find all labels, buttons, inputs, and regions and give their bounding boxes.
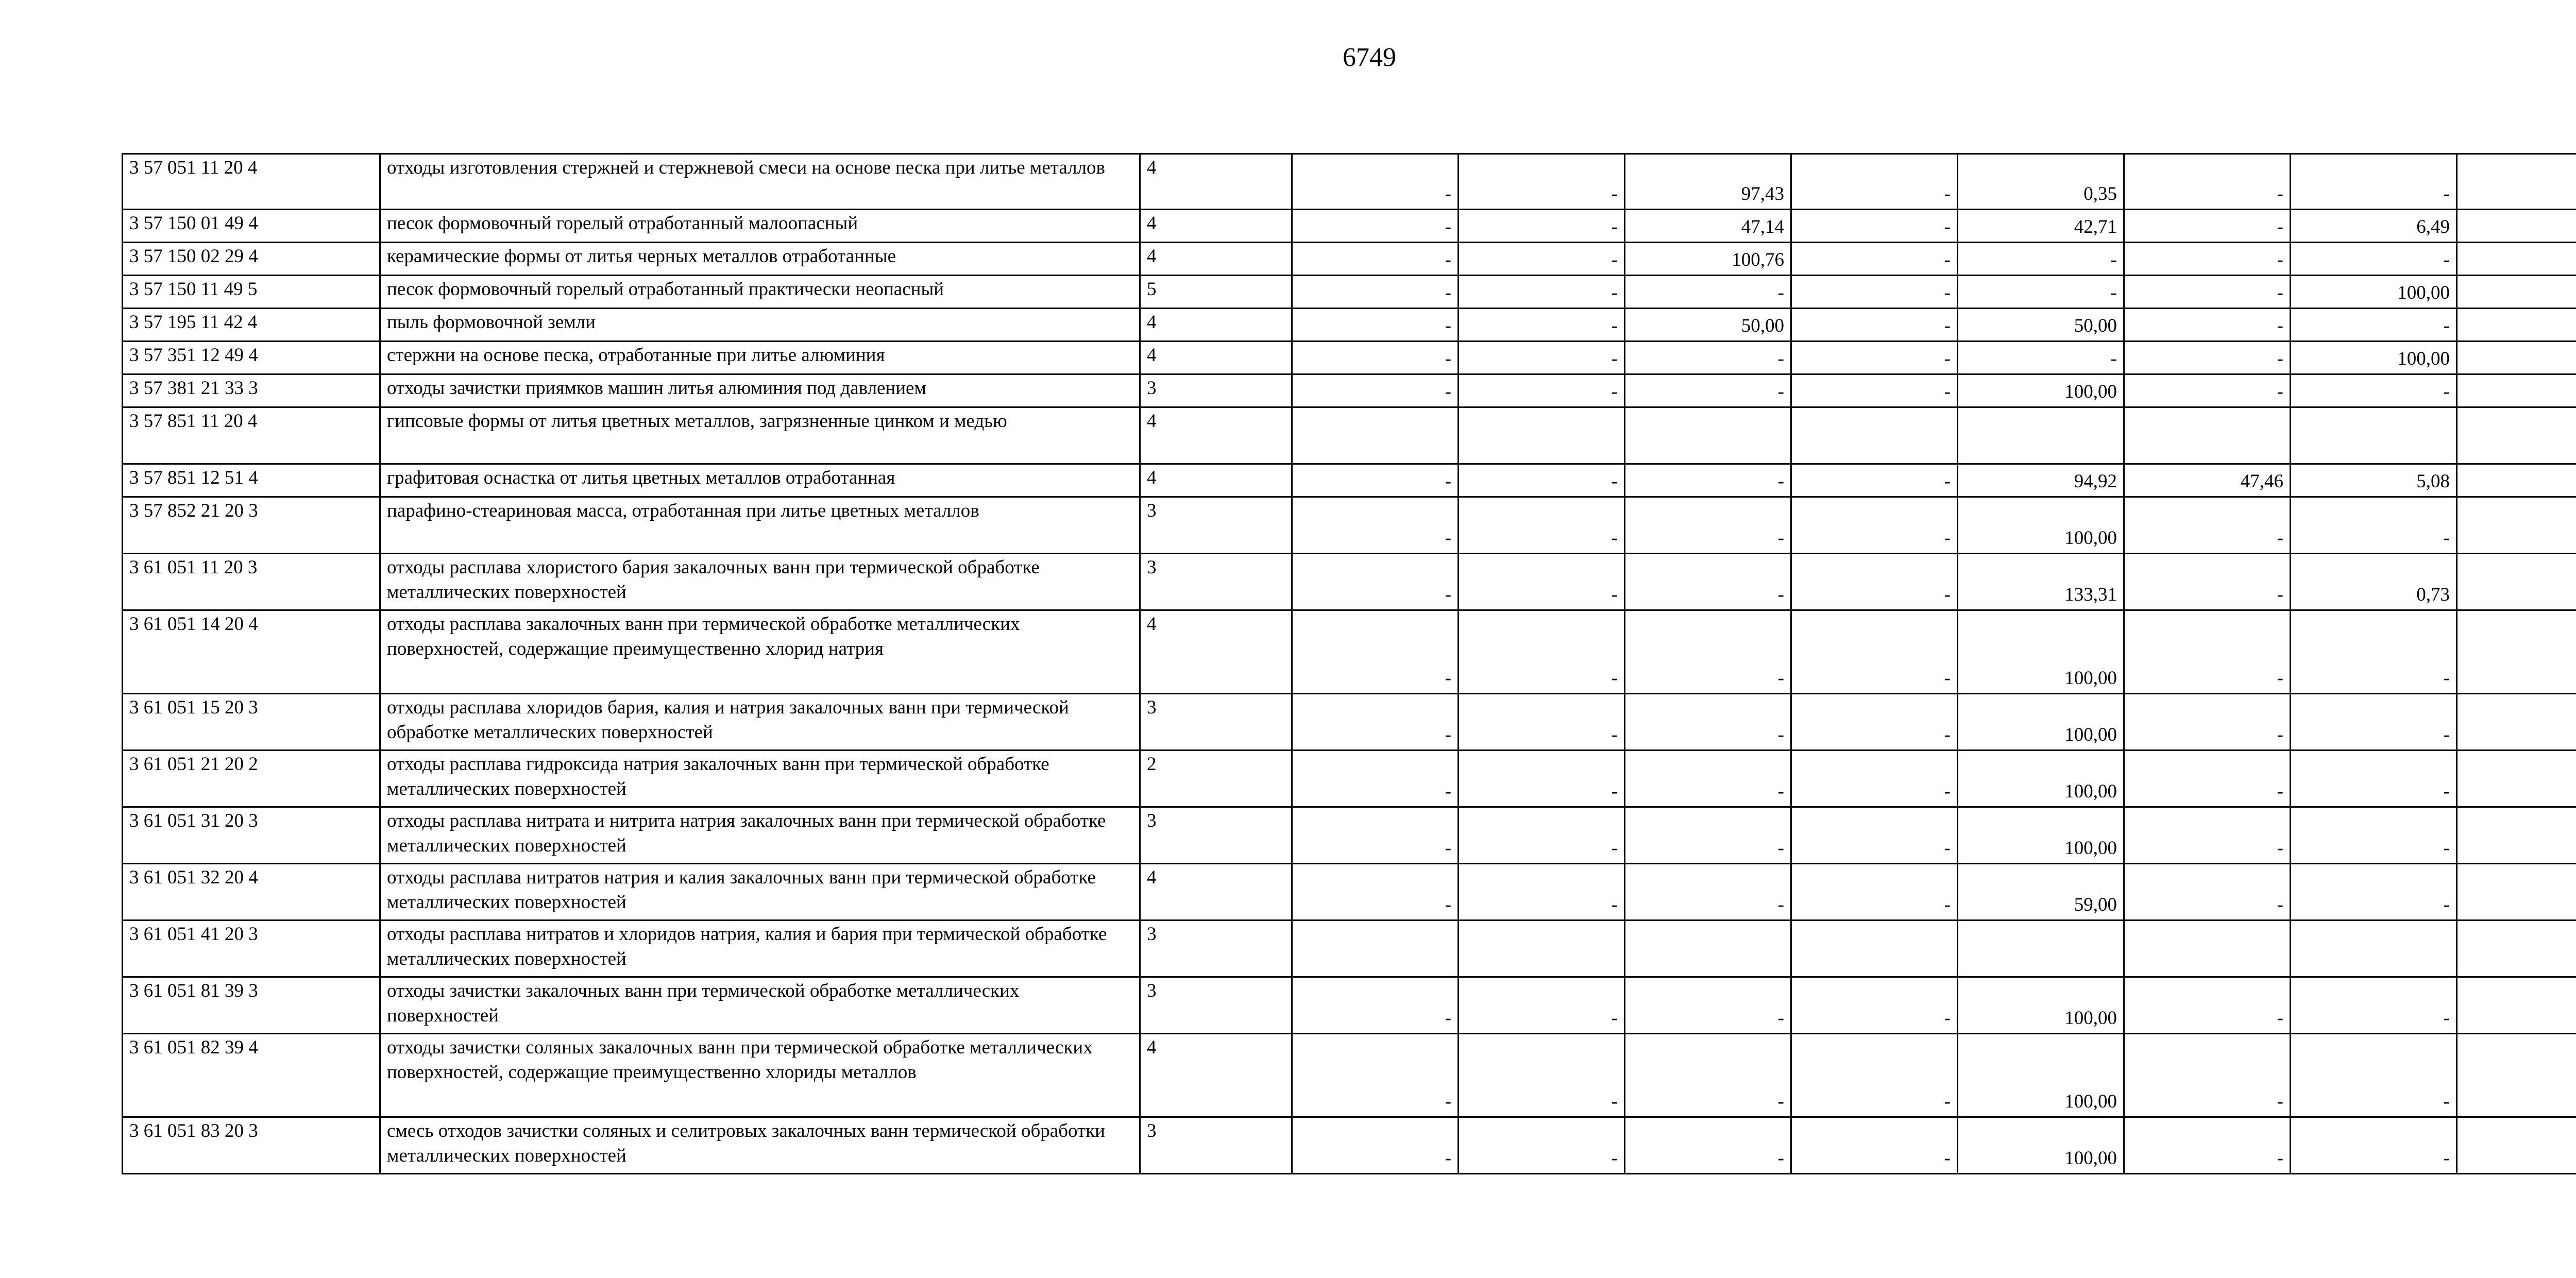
- value-cell: -: [1791, 610, 1958, 694]
- value-cell: -: [1292, 276, 1459, 309]
- value-cell: -: [1625, 1034, 1791, 1117]
- table-row: [123, 554, 2576, 610]
- value-cell: -: [2124, 751, 2291, 807]
- value-cell: 59,00: [1958, 864, 2124, 921]
- hazard-class-cell: 3: [1140, 807, 1292, 864]
- value-cell: 0,73: [2291, 554, 2457, 610]
- value-cell: [2291, 921, 2457, 977]
- value-cell: -: [1625, 276, 1791, 309]
- value-cell: -: [2124, 276, 2291, 309]
- table-row: [123, 497, 2576, 554]
- value-cell: -: [2291, 309, 2457, 342]
- value-cell: 100,00: [1958, 1117, 2124, 1174]
- value-cell: [1791, 407, 1958, 464]
- value-cell: [1459, 921, 1625, 977]
- value-cell: -: [2124, 309, 2291, 342]
- waste-name-cell: отходы расплава нитратов натрия и калия закалочных ванн при термической обработке металлических поверхностей: [380, 864, 1140, 921]
- value-cell: -: [2124, 1117, 2291, 1174]
- value-cell: -: [1459, 243, 1625, 276]
- value-cell: -: [2124, 154, 2291, 210]
- table-row: [123, 464, 2576, 497]
- value-cell: -: [2291, 243, 2457, 276]
- value-cell: -: [1292, 807, 1459, 864]
- table-row: [123, 921, 2576, 977]
- waste-code-cell: 3 61 051 32 20 4: [123, 864, 380, 921]
- value-cell: -: [2291, 610, 2457, 694]
- value-cell: -: [1791, 276, 1958, 309]
- hazard-class-cell: 3: [1140, 694, 1292, 751]
- table-row: [123, 694, 2576, 751]
- table-row: [123, 1034, 2576, 1117]
- waste-code-cell: 3 57 381 21 33 3: [123, 374, 380, 407]
- value-cell: 100,00: [1958, 751, 2124, 807]
- value-cell: [1292, 921, 1459, 977]
- value-cell: -: [2291, 751, 2457, 807]
- value-cell: [2457, 154, 2576, 210]
- waste-name-cell: отходы расплава хлоридов бария, калия и натрия закалочных ванн при термической обработке металлических поверхностей: [380, 694, 1140, 751]
- waste-code-cell: 3 61 051 82 39 4: [123, 1034, 380, 1117]
- value-cell: -: [1292, 1034, 1459, 1117]
- value-cell: -: [1459, 554, 1625, 610]
- value-cell: -: [1625, 1117, 1791, 1174]
- waste-code-cell: 3 61 051 83 20 3: [123, 1117, 380, 1174]
- waste-code-cell: 3 61 051 81 39 3: [123, 977, 380, 1034]
- waste-table: [122, 153, 2576, 1174]
- value-cell: -: [1791, 977, 1958, 1034]
- table-row: [123, 309, 2576, 342]
- waste-code-cell: 3 61 051 31 20 3: [123, 807, 380, 864]
- waste-name-cell: пыль формовочной земли: [380, 309, 1140, 342]
- hazard-class-cell: 4: [1140, 154, 1292, 210]
- hazard-class-cell: 4: [1140, 864, 1292, 921]
- value-cell: 5,08: [2291, 464, 2457, 497]
- value-cell: -: [1292, 243, 1459, 276]
- value-cell: -: [1958, 342, 2124, 374]
- value-cell: -: [1791, 751, 1958, 807]
- value-cell: 100,00: [2291, 342, 2457, 374]
- waste-name-cell: отходы расплава нитрата и нитрита натрия закалочных ванн при термической обработке металлических поверхностей: [380, 807, 1140, 864]
- waste-code-cell: 3 57 195 11 42 4: [123, 309, 380, 342]
- hazard-class-cell: 4: [1140, 1034, 1292, 1117]
- value-cell: -: [2291, 694, 2457, 751]
- waste-name-cell: отходы зачистки закалочных ванн при термической обработке металлических поверхностей: [380, 977, 1140, 1034]
- value-cell: -: [1292, 610, 1459, 694]
- value-cell: [2457, 694, 2576, 751]
- value-cell: -: [1292, 694, 1459, 751]
- waste-name-cell: отходы расплава нитратов и хлоридов натрия, калия и бария при термической обработке металлических поверхностей: [380, 921, 1140, 977]
- value-cell: -: [1292, 374, 1459, 407]
- value-cell: [2291, 407, 2457, 464]
- table-row: [123, 374, 2576, 407]
- value-cell: [2457, 309, 2576, 342]
- value-cell: -: [1459, 210, 1625, 243]
- value-cell: [1292, 407, 1459, 464]
- table-row: [123, 1117, 2576, 1174]
- value-cell: 50,00: [1958, 309, 2124, 342]
- value-cell: -: [1459, 309, 1625, 342]
- value-cell: -: [1625, 807, 1791, 864]
- waste-code-cell: 3 57 150 02 29 4: [123, 243, 380, 276]
- value-cell: 133,31: [1958, 554, 2124, 610]
- table-row: [123, 154, 2576, 210]
- value-cell: [1958, 921, 2124, 977]
- value-cell: [2457, 243, 2576, 276]
- value-cell: -: [1459, 464, 1625, 497]
- value-cell: -: [1292, 154, 1459, 210]
- value-cell: -: [1958, 276, 2124, 309]
- value-cell: -: [2124, 243, 2291, 276]
- value-cell: -: [1459, 497, 1625, 554]
- hazard-class-cell: 4: [1140, 342, 1292, 374]
- value-cell: 100,00: [1958, 1034, 2124, 1117]
- value-cell: [2124, 921, 2291, 977]
- hazard-class-cell: 3: [1140, 977, 1292, 1034]
- value-cell: 100,00: [2291, 276, 2457, 309]
- value-cell: -: [1459, 1034, 1625, 1117]
- value-cell: 47,46: [2124, 464, 2291, 497]
- hazard-class-cell: 3: [1140, 374, 1292, 407]
- value-cell: [1625, 407, 1791, 464]
- value-cell: -: [2124, 1034, 2291, 1117]
- value-cell: 97,43: [1625, 154, 1791, 210]
- value-cell: [2457, 497, 2576, 554]
- value-cell: -: [2291, 154, 2457, 210]
- value-cell: -: [1625, 497, 1791, 554]
- hazard-class-cell: 4: [1140, 210, 1292, 243]
- value-cell: -: [1791, 210, 1958, 243]
- waste-code-cell: 3 61 051 11 20 3: [123, 554, 380, 610]
- value-cell: -: [1459, 342, 1625, 374]
- value-cell: -: [2124, 374, 2291, 407]
- value-cell: [2457, 210, 2576, 243]
- waste-name-cell: керамические формы от литья черных металлов отработанные: [380, 243, 1140, 276]
- hazard-class-cell: 3: [1140, 921, 1292, 977]
- value-cell: -: [2291, 807, 2457, 864]
- value-cell: -: [1625, 610, 1791, 694]
- waste-name-cell: песок формовочный горелый отработанный малоопасный: [380, 210, 1140, 243]
- value-cell: -: [1625, 464, 1791, 497]
- value-cell: -: [2291, 1034, 2457, 1117]
- waste-name-cell: отходы расплава хлористого бария закалочных ванн при термической обработке металлических поверхностей: [380, 554, 1140, 610]
- value-cell: -: [1791, 243, 1958, 276]
- value-cell: -: [1292, 554, 1459, 610]
- value-cell: [2457, 1034, 2576, 1117]
- waste-name-cell: песок формовочный горелый отработанный практически неопасный: [380, 276, 1140, 309]
- waste-code-cell: 3 57 851 12 51 4: [123, 464, 380, 497]
- waste-code-cell: 3 57 851 11 20 4: [123, 407, 380, 464]
- value-cell: [2457, 807, 2576, 864]
- value-cell: -: [2124, 554, 2291, 610]
- value-cell: -: [1791, 342, 1958, 374]
- value-cell: -: [1625, 977, 1791, 1034]
- value-cell: -: [1459, 154, 1625, 210]
- hazard-class-cell: 2: [1140, 751, 1292, 807]
- value-cell: -: [1791, 1034, 1958, 1117]
- value-cell: [2457, 864, 2576, 921]
- value-cell: -: [1459, 610, 1625, 694]
- table-row: [123, 407, 2576, 464]
- value-cell: [2457, 276, 2576, 309]
- table-row: [123, 807, 2576, 864]
- value-cell: 100,00: [1958, 807, 2124, 864]
- value-cell: -: [1459, 1117, 1625, 1174]
- waste-code-cell: 3 57 351 12 49 4: [123, 342, 380, 374]
- value-cell: [2457, 464, 2576, 497]
- value-cell: [2457, 1117, 2576, 1174]
- value-cell: -: [2291, 1117, 2457, 1174]
- value-cell: -: [1292, 309, 1459, 342]
- hazard-class-cell: 4: [1140, 243, 1292, 276]
- value-cell: -: [1459, 276, 1625, 309]
- waste-name-cell: смесь отходов зачистки соляных и селитровых закалочных ванн термической обработки металлических поверхностей: [380, 1117, 1140, 1174]
- waste-name-cell: парафино-стеариновая масса, отработанная при литье цветных металлов: [380, 497, 1140, 554]
- value-cell: -: [2124, 864, 2291, 921]
- value-cell: -: [1625, 694, 1791, 751]
- value-cell: -: [1292, 751, 1459, 807]
- value-cell: -: [1791, 807, 1958, 864]
- value-cell: 100,00: [1958, 977, 2124, 1034]
- table-row: [123, 243, 2576, 276]
- hazard-class-cell: 4: [1140, 407, 1292, 464]
- value-cell: 42,71: [1958, 210, 2124, 243]
- value-cell: -: [1791, 694, 1958, 751]
- value-cell: -: [1791, 554, 1958, 610]
- value-cell: [2457, 342, 2576, 374]
- table-row: [123, 210, 2576, 243]
- value-cell: [2457, 921, 2576, 977]
- value-cell: -: [2124, 210, 2291, 243]
- value-cell: -: [1791, 374, 1958, 407]
- waste-code-cell: 3 61 051 14 20 4: [123, 610, 380, 694]
- waste-name-cell: графитовая оснастка от литья цветных металлов отработанная: [380, 464, 1140, 497]
- value-cell: -: [1791, 309, 1958, 342]
- hazard-class-cell: 4: [1140, 309, 1292, 342]
- waste-name-cell: отходы расплава закалочных ванн при термической обработке металлических поверхностей, содержащие преимущественно хлорид натрия: [380, 610, 1140, 694]
- value-cell: [1791, 921, 1958, 977]
- waste-name-cell: гипсовые формы от литья цветных металлов, загрязненные цинком и медью: [380, 407, 1140, 464]
- value-cell: 100,00: [1958, 610, 2124, 694]
- value-cell: -: [1625, 751, 1791, 807]
- value-cell: [1459, 407, 1625, 464]
- value-cell: 100,00: [1958, 374, 2124, 407]
- value-cell: [2457, 977, 2576, 1034]
- waste-name-cell: отходы зачистки соляных закалочных ванн при термической обработке металлических поверхностей, содержащие преимущественно хлориды металлов: [380, 1034, 1140, 1117]
- value-cell: [1958, 407, 2124, 464]
- value-cell: -: [1459, 807, 1625, 864]
- value-cell: [2457, 374, 2576, 407]
- value-cell: -: [1791, 864, 1958, 921]
- value-cell: 100,00: [1958, 497, 2124, 554]
- value-cell: -: [1791, 497, 1958, 554]
- value-cell: -: [2291, 374, 2457, 407]
- hazard-class-cell: 4: [1140, 610, 1292, 694]
- hazard-class-cell: 3: [1140, 497, 1292, 554]
- table-row: [123, 864, 2576, 921]
- value-cell: -: [2291, 977, 2457, 1034]
- value-cell: -: [2124, 610, 2291, 694]
- waste-code-cell: 3 61 051 15 20 3: [123, 694, 380, 751]
- waste-name-cell: отходы зачистки приямков машин литья алюминия под давлением: [380, 374, 1140, 407]
- value-cell: 100,76: [1625, 243, 1791, 276]
- value-cell: -: [1292, 497, 1459, 554]
- value-cell: -: [1791, 1117, 1958, 1174]
- value-cell: -: [1292, 342, 1459, 374]
- value-cell: 50,00: [1625, 309, 1791, 342]
- waste-code-cell: 3 57 852 21 20 3: [123, 497, 380, 554]
- hazard-class-cell: 3: [1140, 554, 1292, 610]
- value-cell: 100,00: [1958, 694, 2124, 751]
- table-row: [123, 751, 2576, 807]
- value-cell: -: [1791, 464, 1958, 497]
- value-cell: -: [2124, 694, 2291, 751]
- value-cell: -: [2124, 342, 2291, 374]
- waste-code-cell: 3 61 051 21 20 2: [123, 751, 380, 807]
- value-cell: -: [2291, 864, 2457, 921]
- hazard-class-cell: 4: [1140, 464, 1292, 497]
- value-cell: -: [1625, 554, 1791, 610]
- table-row: [123, 610, 2576, 694]
- value-cell: [2124, 407, 2291, 464]
- waste-code-cell: 3 57 150 01 49 4: [123, 210, 380, 243]
- value-cell: -: [1791, 154, 1958, 210]
- value-cell: -: [1459, 977, 1625, 1034]
- value-cell: 0,35: [1958, 154, 2124, 210]
- value-cell: -: [1625, 864, 1791, 921]
- value-cell: 94,92: [1958, 464, 2124, 497]
- value-cell: -: [1292, 1117, 1459, 1174]
- value-cell: -: [1459, 374, 1625, 407]
- waste-code-cell: 3 57 051 11 20 4: [123, 154, 380, 210]
- table-row: [123, 276, 2576, 309]
- page-number: 6749: [1343, 43, 1396, 72]
- value-cell: -: [1292, 210, 1459, 243]
- waste-name-cell: отходы расплава гидроксида натрия закалочных ванн при термической обработке металлических поверхностей: [380, 751, 1140, 807]
- table-row: [123, 977, 2576, 1034]
- value-cell: -: [2124, 807, 2291, 864]
- table-row: [123, 342, 2576, 374]
- value-cell: -: [2291, 497, 2457, 554]
- hazard-class-cell: 5: [1140, 276, 1292, 309]
- waste-code-cell: 3 61 051 41 20 3: [123, 921, 380, 977]
- waste-name-cell: отходы изготовления стержней и стержневой смеси на основе песка при литье металлов: [380, 154, 1140, 210]
- value-cell: 6,49: [2291, 210, 2457, 243]
- value-cell: -: [1459, 864, 1625, 921]
- value-cell: -: [1292, 464, 1459, 497]
- waste-code-cell: 3 57 150 11 49 5: [123, 276, 380, 309]
- value-cell: 47,14: [1625, 210, 1791, 243]
- value-cell: -: [1958, 243, 2124, 276]
- value-cell: -: [1625, 374, 1791, 407]
- waste-name-cell: стержни на основе песка, отработанные при литье алюминия: [380, 342, 1140, 374]
- value-cell: [2457, 407, 2576, 464]
- value-cell: -: [2124, 497, 2291, 554]
- value-cell: [1625, 921, 1791, 977]
- value-cell: -: [1459, 751, 1625, 807]
- value-cell: -: [1292, 864, 1459, 921]
- value-cell: -: [1292, 977, 1459, 1034]
- value-cell: -: [1459, 694, 1625, 751]
- value-cell: [2457, 751, 2576, 807]
- value-cell: -: [1625, 342, 1791, 374]
- value-cell: [2457, 554, 2576, 610]
- value-cell: [2457, 610, 2576, 694]
- hazard-class-cell: 3: [1140, 1117, 1292, 1174]
- value-cell: -: [2124, 977, 2291, 1034]
